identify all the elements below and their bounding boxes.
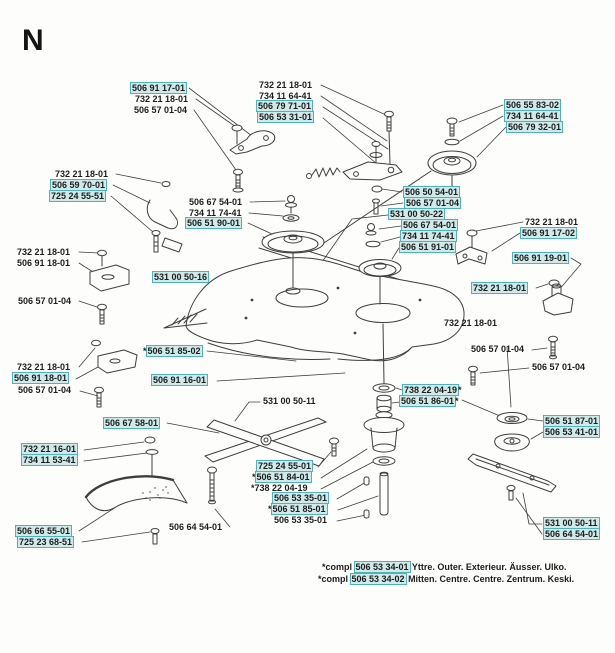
part-label[interactable]: 506 51 91-01 [401, 242, 455, 252]
part-label[interactable]: 506 59 70-01 [52, 180, 106, 190]
footnote-prefix: *compl [318, 574, 351, 584]
part-label[interactable]: 506 51 87-01 [545, 416, 599, 426]
part-label[interactable]: 506 55 83-02 [506, 100, 560, 110]
part-label: 734 11 74-41 [189, 208, 242, 218]
part-label: 506 57 01-04 [471, 344, 525, 354]
part-label: 732 21 18-01 [17, 362, 71, 372]
part-label[interactable]: 732 21 16-01 [23, 444, 77, 454]
part-label[interactable]: 506 91 19-01 [514, 253, 568, 263]
part-label[interactable]: 734 11 53-41 [23, 455, 76, 465]
footnote-part-number[interactable]: 506 53 34-01 [355, 562, 409, 572]
part-label[interactable]: 725 24 55-51 [51, 191, 105, 201]
part-label[interactable]: 506 67 54-01 [403, 220, 457, 230]
part-label: 732 21 18-01 [259, 80, 313, 90]
part-label: 506 91 18-01 [17, 258, 71, 268]
part-label: 732 21 18-01 [525, 217, 579, 227]
part-label[interactable]: 506 57 01-04 [406, 198, 460, 208]
part-label[interactable]: 506 91 17-02 [522, 228, 576, 238]
part-label: 734 11 64-41 [259, 91, 312, 101]
part-label[interactable]: 506 67 58-01 [105, 418, 159, 428]
part-label[interactable]: 506 53 31-01 [259, 112, 313, 122]
left-spindle-pulley [262, 196, 324, 269]
part-label[interactable]: 506 51 86-01* [401, 396, 459, 406]
mower-deck [164, 252, 464, 383]
part-label: 732 21 18-01 [135, 94, 189, 104]
part-label[interactable]: 506 51 90-01 [187, 218, 241, 228]
part-label[interactable]: 506 64 54-01 [545, 529, 599, 539]
footnote-prefix: *compl [322, 562, 355, 572]
part-label[interactable]: *506 51 85-01 [268, 504, 326, 514]
part-label: 506 67 54-01 [189, 197, 243, 207]
part-label[interactable]: 506 50 54-01 [405, 187, 459, 197]
part-label[interactable]: 725 24 55-01 [258, 461, 312, 471]
part-label[interactable]: 531 00 50-22 [390, 209, 444, 219]
idler-arm-spring [307, 111, 403, 180]
part-label[interactable]: 506 53 41-01 [545, 427, 599, 437]
part-label[interactable]: 506 91 16-01 [153, 375, 207, 385]
part-label[interactable]: 738 22 04-19* [404, 385, 462, 395]
footnote-centre [318, 574, 574, 585]
part-label[interactable]: 506 91 18-01 [14, 373, 68, 383]
top-bracket-assembly [230, 125, 275, 192]
part-label[interactable]: 506 66 55-01 [17, 526, 71, 536]
idler-pulley [428, 118, 476, 188]
part-label[interactable]: 725 23 68-51 [19, 537, 73, 547]
part-label[interactable]: 734 11 74-41 [402, 231, 455, 241]
part-label: 506 53 35-01 [274, 515, 328, 525]
part-label: 732 21 18-01 [444, 318, 498, 328]
footnote-suffix: Yttre. Outer. Exterieur. Äusser. Ulko. [409, 562, 567, 572]
part-label: 531 00 50-11 [263, 396, 316, 406]
part-label: 732 21 18-01 [55, 169, 109, 179]
part-label[interactable]: 506 53 35-01 [274, 493, 328, 503]
section-letter: N [22, 24, 44, 57]
part-label[interactable]: *506 51 85-02 [143, 346, 201, 356]
part-label: 506 57 01-04 [18, 385, 72, 395]
part-label[interactable]: 531 00 50-11 [545, 518, 598, 528]
spindle-assembly [364, 384, 404, 518]
part-label: 732 21 18-01 [17, 247, 71, 257]
part-label[interactable]: 506 91 17-01 [132, 83, 186, 93]
footnote-part-number[interactable]: 506 53 34-02 [351, 574, 405, 584]
part-label[interactable]: 734 11 64-41 [506, 111, 559, 121]
footnote-outer [322, 562, 566, 573]
part-label[interactable]: 732 21 18-01 [473, 283, 527, 293]
part-label: 506 57 01-04 [134, 105, 188, 115]
part-label: 506 57 01-04 [532, 362, 586, 372]
part-label: *738 22 04-19 [251, 483, 308, 493]
part-label: 506 64 54-01 [169, 522, 223, 532]
part-label: 506 57 01-04 [18, 296, 72, 306]
part-label[interactable]: *506 51 84-01 [252, 472, 310, 482]
right-blade-assembly [468, 413, 556, 501]
deck-brackets-left [90, 250, 137, 407]
part-label[interactable]: 531 00 50-16 [154, 272, 208, 282]
footnote-suffix: Mitten. Centre. Centre. Zentrum. Keski. [405, 574, 575, 584]
part-label[interactable]: 506 79 71-01 [258, 101, 312, 111]
part-label[interactable]: 506 79 32-01 [508, 122, 562, 132]
hook-retainer [147, 182, 182, 253]
